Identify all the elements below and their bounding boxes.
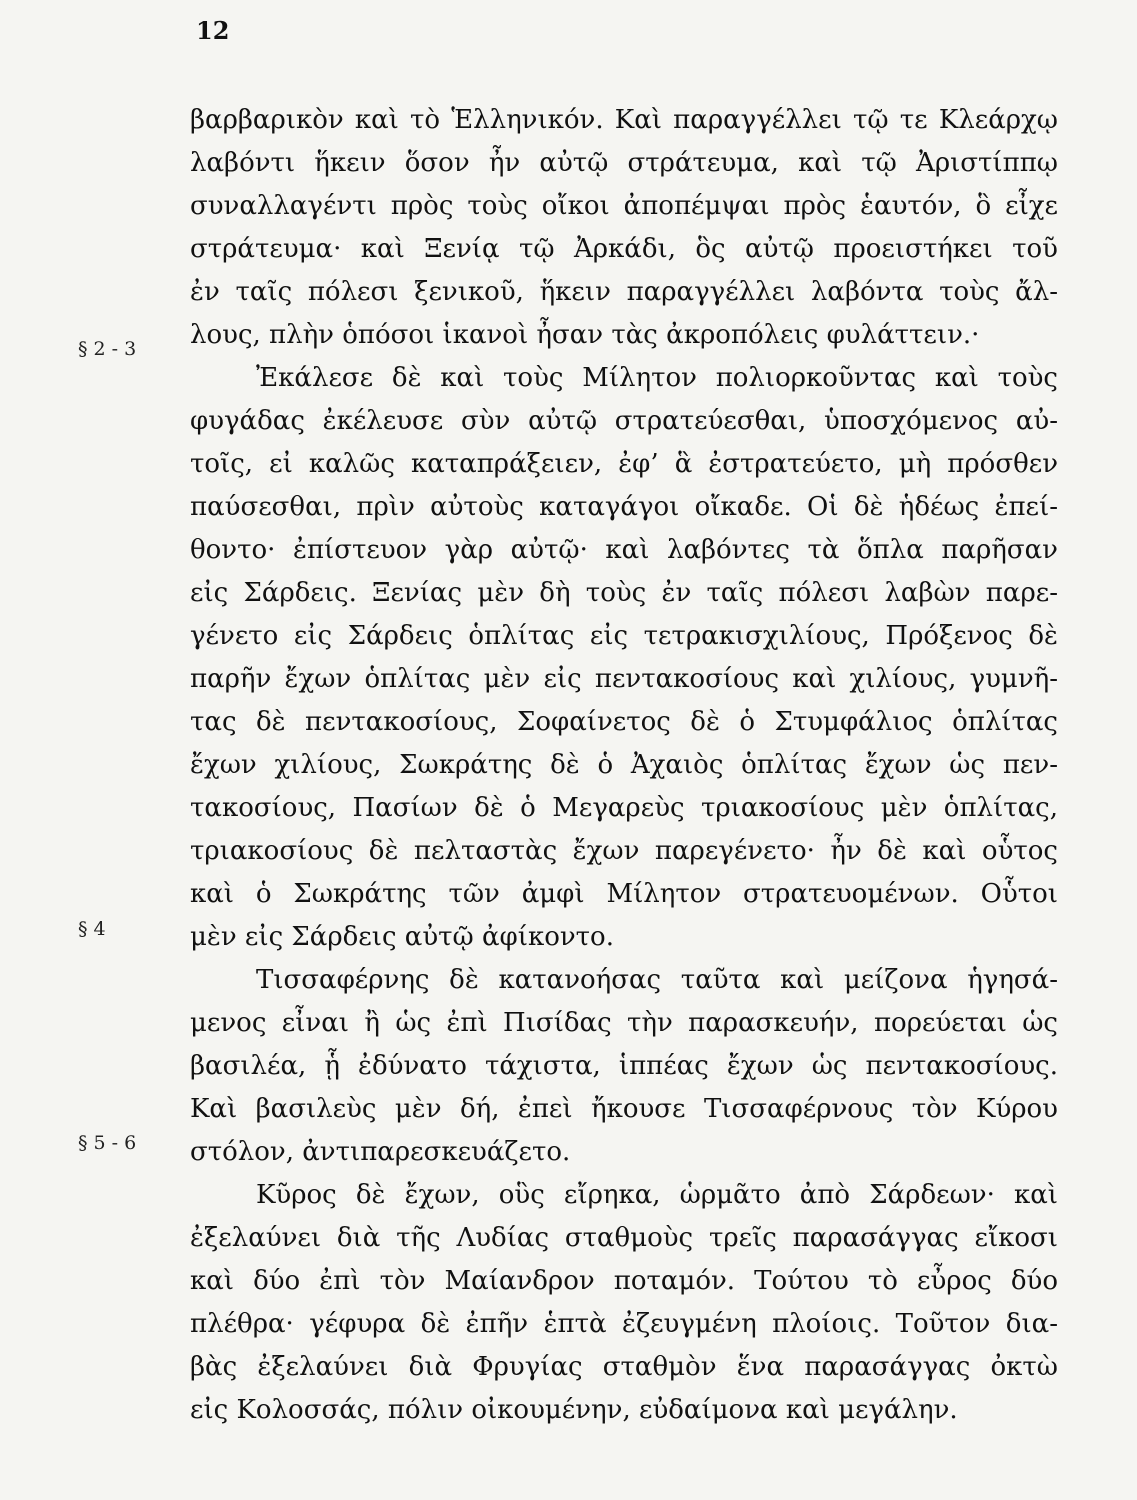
text-line: Τισσαφέρνης δὲ κατανοήσας ταῦτα καὶ μείζονα ἡγησά-: [256, 965, 1058, 995]
text-line: εἰς Κολοσσάς, πόλιν οἰκουμένην, εὐδαίμονα καὶ μεγάλην.: [190, 1395, 958, 1425]
text-line: φυγάδας ἐκέλευσε σὺν αὐτῷ στρατεύεσθαι, ὑποσχόμενος αὐ-: [190, 406, 1058, 436]
text-line: τας δὲ πεντακοσίους, Σοφαίνετος δὲ ὁ Στυμφάλιος ὁπλίτας: [190, 707, 1058, 737]
text-line: λους, πλὴν ὁπόσοι ἱκανοὶ ἦσαν τὰς ἀκροπόλεις φυλάττειν.·: [190, 320, 980, 350]
text-line: βὰς ἐξελαύνει διὰ Φρυγίας σταθμὸν ἕνα παρασάγγας ὀκτὼ: [190, 1352, 1058, 1382]
text-line: Κῦρος δὲ ἔχων, οὓς εἴρηκα, ὡρμᾶτο ἀπὸ Σάρδεων· καὶ: [256, 1180, 1058, 1210]
margin-ref-2-3: § 2 - 3: [78, 338, 137, 360]
text-line: πλέθρα· γέφυρα δὲ ἐπῆν ἑπτὰ ἐζευγμένη πλοίοις. Τοῦτον δια-: [190, 1309, 1058, 1339]
text-line: θοντο· ἐπίστευον γὰρ αὐτῷ· καὶ λαβόντες τὰ ὅπλα παρῆσαν: [190, 535, 1058, 565]
text-line: παρῆν ἔχων ὁπλίτας μὲν εἰς πεντακοσίους καὶ χιλίους, γυμνῆ-: [190, 664, 1058, 694]
page-number: 12: [196, 16, 230, 45]
text-line: καὶ ὁ Σωκράτης τῶν ἀμφὶ Μίλητον στρατευομένων. Οὗτοι: [190, 879, 1058, 909]
text-line: λαβόντι ἥκειν ὅσον ἦν αὐτῷ στράτευμα, καὶ τῷ Ἀριστίππῳ: [190, 148, 1058, 178]
text-line: γένετο εἰς Σάρδεις ὁπλίτας εἰς τετρακισχιλίους, Πρόξενος δὲ: [190, 621, 1058, 651]
text-line: τακοσίους, Πασίων δὲ ὁ Μεγαρεὺς τριακοσίους μὲν ὁπλίτας,: [190, 793, 1058, 823]
text-line: Καὶ βασιλεὺς μὲν δή, ἐπεὶ ἤκουσε Τισσαφέρνους τὸν Κύρου: [190, 1094, 1058, 1124]
text-line: ἐξελαύνει διὰ τῆς Λυδίας σταθμοὺς τρεῖς παρασάγγας εἴκοσι: [190, 1223, 1058, 1253]
text-line: βασιλέα, ᾗ ἐδύνατο τάχιστα, ἱππέας ἔχων ὡς πεντακοσίους.: [190, 1051, 1058, 1081]
text-line: παύσεσθαι, πρὶν αὐτοὺς καταγάγοι οἴκαδε. Οἱ δὲ ἡδέως ἐπεί-: [190, 492, 1058, 522]
text-line: τοῖς, εἰ καλῶς καταπράξειεν, ἐφ’ ἃ ἐστρατεύετο, μὴ πρόσθεν: [190, 449, 1058, 479]
text-line: τριακοσίους δὲ πελταστὰς ἔχων παρεγένετο· ἦν δὲ καὶ οὗτος: [190, 836, 1058, 866]
text-line: ἐν ταῖς πόλεσι ξενικοῦ, ἥκειν παραγγέλλει λαβόντα τοὺς ἄλ-: [190, 277, 1058, 307]
margin-ref-4: § 4: [78, 918, 106, 940]
text-line: εἰς Σάρδεις. Ξενίας μὲν δὴ τοὺς ἐν ταῖς πόλεσι λαβὼν παρε-: [190, 578, 1058, 608]
text-line: Ἐκάλεσε δὲ καὶ τοὺς Μίλητον πολιορκοῦντας καὶ τοὺς: [256, 363, 1058, 393]
text-line: καὶ δύο ἐπὶ τὸν Μαίανδρον ποταμόν. Τούτου τὸ εὖρος δύο: [190, 1266, 1058, 1296]
text-line: συναλλαγέντι πρὸς τοὺς οἴκοι ἀποπέμψαι πρὸς ἑαυτόν, ὃ εἶχε: [190, 191, 1058, 221]
text-line: ἔχων χιλίους, Σωκράτης δὲ ὁ Ἀχαιὸς ὁπλίτας ἔχων ὡς πεν-: [190, 750, 1058, 780]
text-line: μενος εἶναι ἢ ὡς ἐπὶ Πισίδας τὴν παρασκευήν, πορεύεται ὡς: [190, 1008, 1058, 1038]
text-line: μὲν εἰς Σάρδεις αὐτῷ ἀφίκοντο.: [190, 922, 614, 952]
margin-ref-5-6: § 5 - 6: [78, 1132, 137, 1154]
text-line: στόλον, ἀντιπαρεσκευάζετο.: [190, 1137, 571, 1167]
text-line: στράτευμα· καὶ Ξενίᾳ τῷ Ἀρκάδι, ὃς αὐτῷ προειστήκει τοῦ: [190, 234, 1058, 264]
text-line: βαρβαρικὸν καὶ τὸ Ἑλληνικόν. Καὶ παραγγέλλει τῷ τε Κλεάρχῳ: [190, 105, 1058, 135]
